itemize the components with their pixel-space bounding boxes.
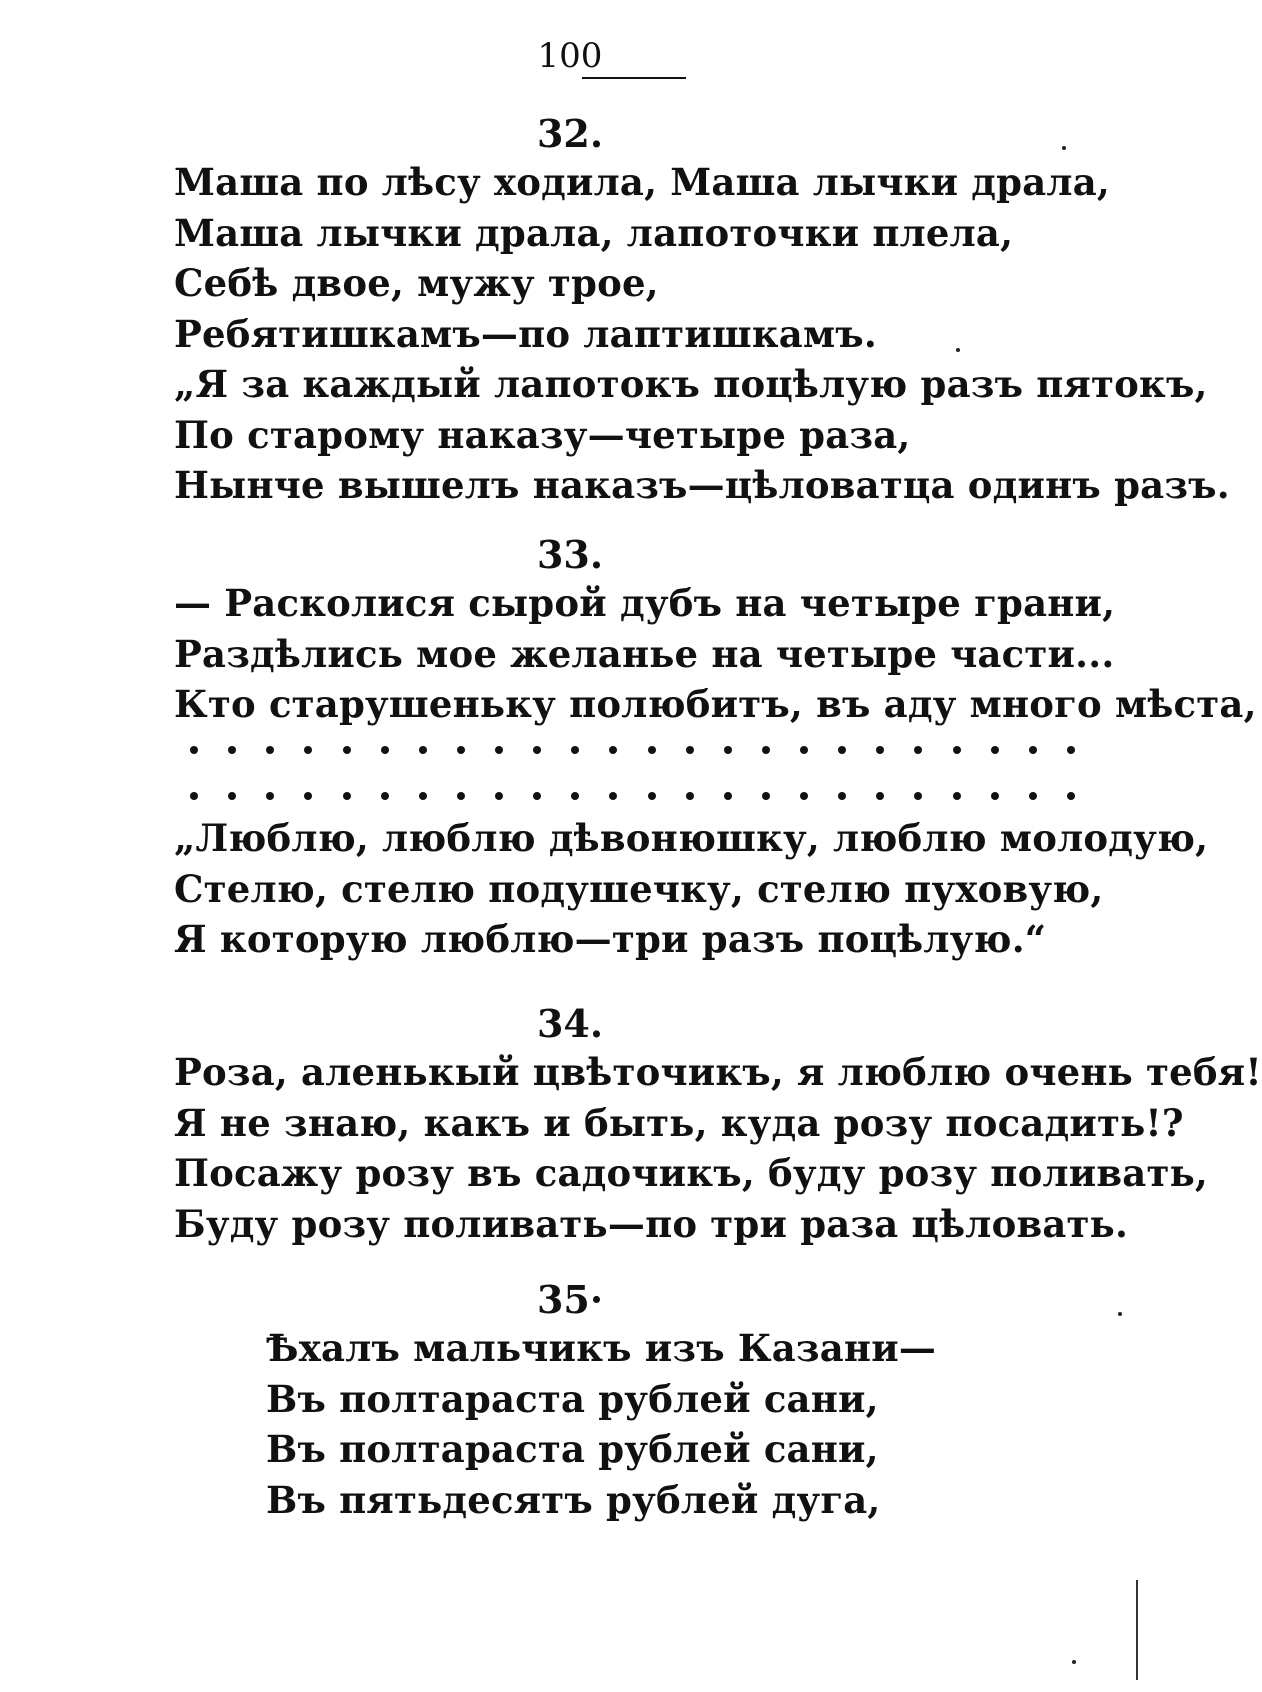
poem-35: [266, 1323, 1186, 1525]
poem-line: Стелю, стелю подушечку, стелю пуховую,: [174, 866, 1104, 911]
scan-speck: [1062, 146, 1066, 150]
poem-line: Себѣ двое, мужу трое,: [174, 261, 659, 305]
poem-line: — Расколися сырой дубъ на четыре грани,: [174, 581, 1116, 625]
section-number-32: 32.: [536, 111, 604, 156]
poem-line: „Я за каждый лапотокъ поцѣлую разъ пятокъ,: [174, 362, 1208, 406]
poem-line: Буду розу поливать—по три раза цѣловать.: [174, 1201, 1129, 1246]
poem-line: Посажу розу въ садочикъ, буду розу поливать,: [174, 1151, 1208, 1195]
ellipsis-dots-row: [190, 746, 1075, 756]
poem-line: „Люблю, люблю дѣвонюшку, люблю молодую,: [174, 816, 1209, 860]
scan-speck: [1118, 1312, 1122, 1316]
page-number-underline: [582, 77, 686, 79]
poem-line: Маша по лѣсу ходила, Маша лычки драла,: [174, 160, 1110, 204]
ellipsis-dots-row: [190, 792, 1075, 802]
section-number-35: 35·: [536, 1277, 604, 1322]
poem-33-continued: [174, 813, 1209, 965]
poem-line: Я которую люблю—три разъ поцѣлую.“: [174, 917, 1047, 961]
scan-speck: [956, 348, 960, 352]
poem-line: Ребятишкамъ—по лаптишкамъ.: [174, 311, 877, 356]
poem-line: Ѣхалъ мальчикъ изъ Казани—: [266, 1326, 937, 1370]
poem-line: Я не знаю, какъ и быть, куда розу посадить!?: [174, 1100, 1184, 1145]
poem-line: Кто старушеньку полюбитъ, въ аду много мѣста,: [174, 682, 1257, 726]
poem-line: Нынче вышелъ наказъ—цѣловатца одинъ разъ.: [174, 463, 1230, 507]
scan-speck: [1072, 1660, 1076, 1664]
poem-line: Въ полтараста рублей сани,: [266, 1376, 879, 1421]
poem-32: [174, 157, 1230, 511]
poem-line: По старому наказу—четыре раза,: [174, 412, 911, 457]
poem-34: [174, 1047, 1262, 1249]
page-number: 100: [537, 36, 603, 76]
poem-line: Раздѣлись мое желанье на четыре части...: [174, 631, 1115, 676]
section-number-34: 34.: [536, 1001, 604, 1046]
poem-line: Въ пятьдесятъ рублей дуга,: [266, 1477, 881, 1522]
poem-line: Роза, аленькый цвѣточикъ, я люблю очень тебя!: [174, 1050, 1262, 1094]
section-number-33: 33.: [536, 532, 604, 577]
scan-edge: [1136, 1580, 1138, 1680]
poem-line: Въ полтараста рублей сани,: [266, 1427, 879, 1471]
poem-33: [174, 578, 1257, 730]
poem-line: Маша лычки драла, лапоточки плела,: [174, 210, 1014, 255]
